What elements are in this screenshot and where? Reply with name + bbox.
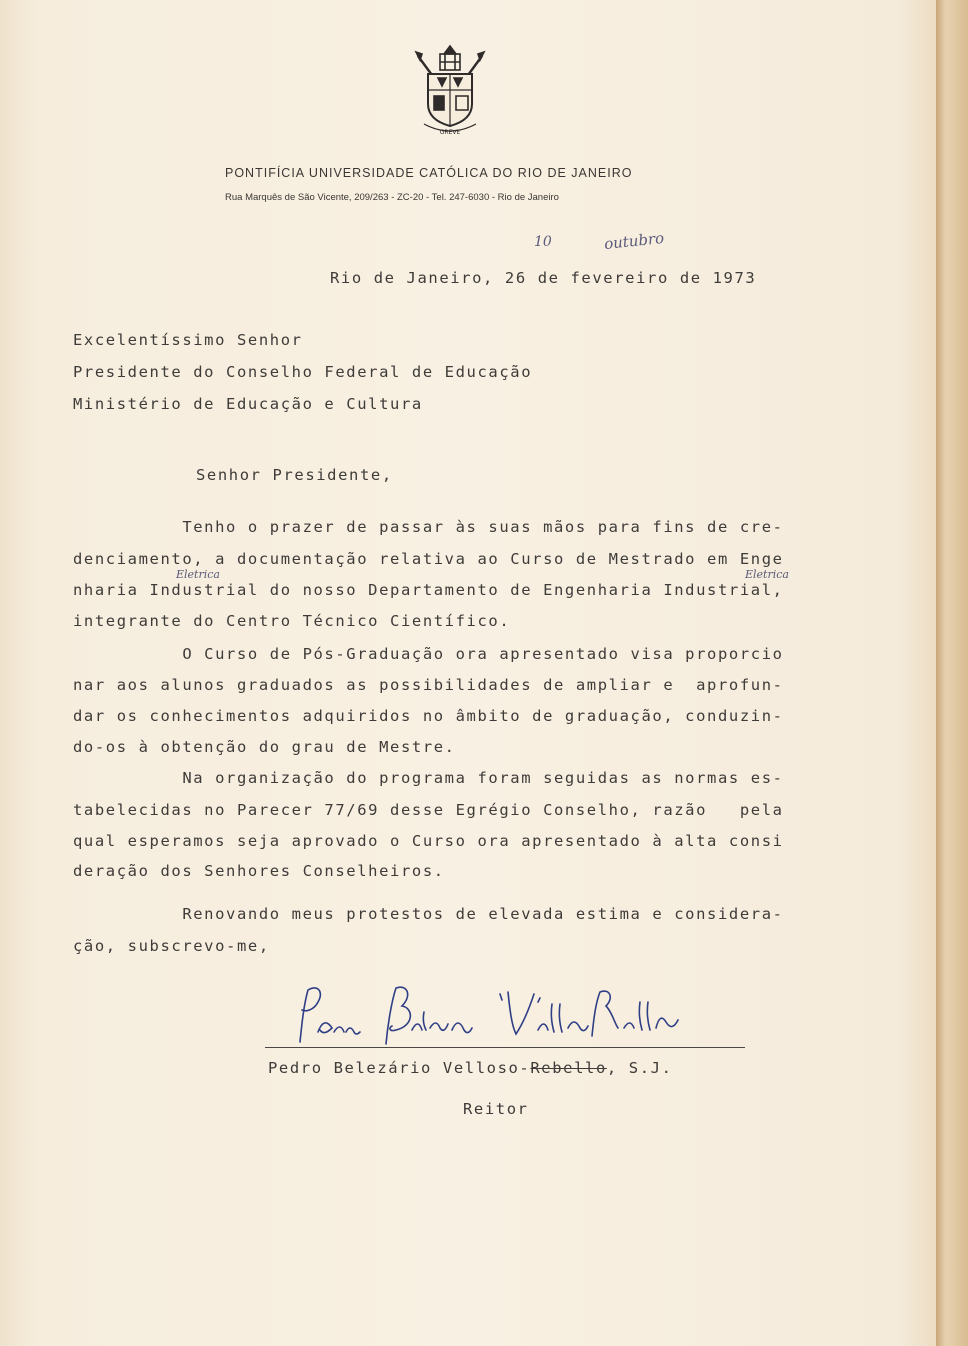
handwritten-month-correction: outubro <box>603 228 665 254</box>
paper-edge <box>936 0 968 1346</box>
addressee-line: Ministério de Educação e Cultura <box>73 395 423 413</box>
institution-address: Rua Marquês de São Vicente, 209/263 - ZC-20 - Tel. 247-6030 - Rio de Janeiro <box>225 192 559 203</box>
body-line: deração dos Senhores Conselheiros. <box>73 862 445 880</box>
body-line: ção, subscrevo-me, <box>73 937 270 955</box>
body-line: integrante do Centro Técnico Científico. <box>73 612 511 630</box>
university-crest-icon <box>410 42 490 140</box>
body-line: dar os conhecimentos adquiridos no âmbito de graduação, conduzin- <box>73 707 784 725</box>
signatory-name-struck: Rebello <box>530 1059 607 1077</box>
body-line: nar aos alunos graduados as possibilidades de ampliar e aprofun- <box>73 676 784 694</box>
salutation: Senhor Presidente, <box>196 466 393 484</box>
letter-date: Rio de Janeiro, 26 de fevereiro de 1973 <box>330 269 757 287</box>
institution-name: PONTIFÍCIA UNIVERSIDADE CATÓLICA DO RIO DE JANEIRO <box>225 166 633 180</box>
body-line: O Curso de Pós-Graduação ora apresentado visa proporcio <box>73 645 784 663</box>
body-line: do-os à obtenção do grau de Mestre. <box>73 738 456 756</box>
handwritten-signature <box>288 982 698 1056</box>
handwritten-day-correction: 10 <box>534 234 552 250</box>
body-line: qual esperamos seja aprovado o Curso ora apresentado à alta consi <box>73 832 784 850</box>
body-line: Renovando meus protestos de elevada estima e considera- <box>73 905 784 923</box>
body-line: Na organização do programa foram seguidas as normas es- <box>73 769 784 787</box>
handwritten-margin-note: Eletrica <box>176 568 220 581</box>
signatory-name-main: Pedro Belezário Velloso- <box>268 1059 531 1077</box>
body-line: denciamento, a documentação relativa ao Curso de Mestrado em Enge <box>73 550 784 568</box>
body-line: Tenho o prazer de passar às suas mãos para fins de cre- <box>73 518 784 536</box>
handwritten-margin-note: Eletrica <box>745 568 789 581</box>
body-line: nharia Industrial do nosso Departamento de Engenharia Industrial, <box>73 581 784 599</box>
svg-text:GREVE: GREVE <box>439 129 461 136</box>
addressee-line: Excelentíssimo Senhor <box>73 331 303 349</box>
signatory-title: Reitor <box>463 1100 529 1118</box>
body-line: tabelecidas no Parecer 77/69 desse Egrégio Conselho, razão pela <box>73 801 784 819</box>
signatory-name-suffix: , S.J. <box>606 1059 673 1077</box>
addressee-line: Presidente do Conselho Federal de Educação <box>73 363 533 381</box>
signature-line <box>265 1047 745 1048</box>
signatory-name <box>268 1059 673 1077</box>
